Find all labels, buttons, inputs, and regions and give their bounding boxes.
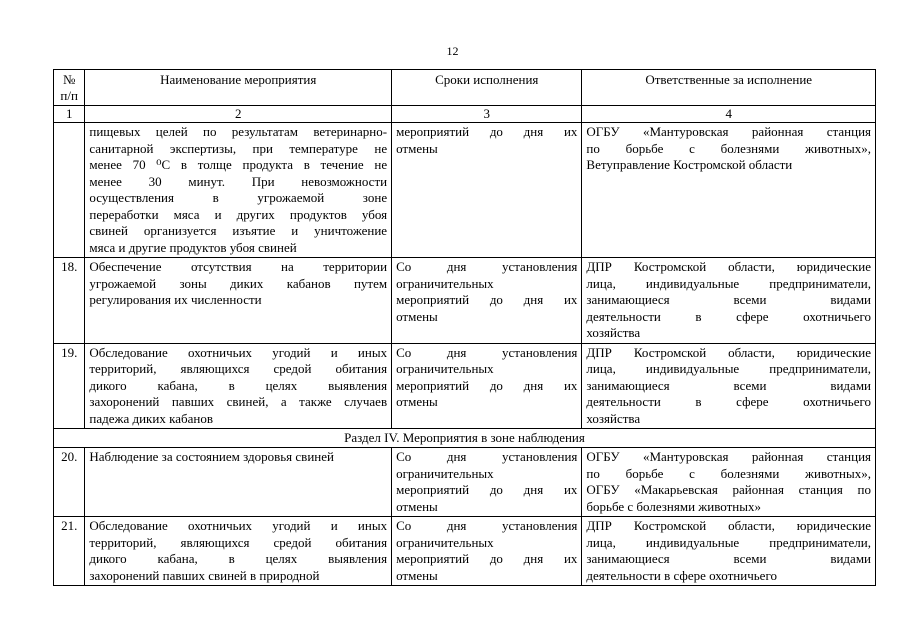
cell-line: ОГБУ «Мантуровская районная станция	[586, 449, 871, 464]
cell-line: менее 30 минут. При невозможности	[89, 173, 388, 189]
cell-line: Со дня установления	[396, 344, 578, 360]
row-number: 21.	[54, 517, 85, 586]
cell-line: хозяйства	[586, 410, 641, 426]
cell-line: лица, индивидуальные предприниматели,	[586, 534, 871, 550]
cell-line: отмены	[396, 140, 438, 156]
cell-line: санитарной экспертизы, при температуре не	[89, 140, 388, 156]
cell-line: захоронений павших свиней, а также случаев	[89, 394, 388, 409]
header-number	[54, 70, 85, 106]
cell-line: захоронений павших свиней в природной	[89, 567, 320, 583]
cell-line: ДПР Костромской области, юридические	[586, 518, 871, 533]
page-number: 12	[446, 44, 459, 58]
column-number: 3	[392, 106, 582, 123]
cell-line: Наблюдение за состоянием здоровья свиней	[89, 449, 334, 464]
cell-line: Со дня установления	[396, 259, 578, 274]
responsible-cell	[582, 258, 876, 344]
cell-line: территорий, являющихся средой обитания	[89, 361, 388, 376]
header-responsible: Ответственные за исполнение	[582, 70, 876, 106]
column-numbers-row	[54, 106, 876, 123]
cell-line: ограничительных	[396, 534, 494, 550]
measures-table	[53, 69, 876, 586]
header-measure-name: Наименование мероприятия	[85, 70, 392, 106]
cell-line: угрожаемой зоны диких кабанов путем	[89, 275, 388, 291]
cell-line: регулирования их численности	[89, 292, 262, 307]
row-number: 19.	[54, 343, 85, 429]
cell-line: переработки мяса и других продуктов убоя	[89, 206, 388, 222]
header-deadline: Сроки исполнения	[392, 70, 582, 106]
cell-line: Обеспечение отсутствия на территории	[89, 259, 388, 274]
measure-name-cell	[85, 343, 392, 429]
measure-name-cell	[85, 258, 392, 344]
cell-line: мяса и другие продуктов убоя свиней	[89, 239, 297, 255]
section-title: Раздел IV. Мероприятия в зоне наблюдения	[54, 429, 876, 448]
cell-line: хозяйства	[586, 325, 641, 340]
cell-line: Обследование охотничьих угодий и иных	[89, 518, 388, 533]
deadline-cell	[392, 258, 582, 344]
cell-line: мероприятий до дня их	[396, 124, 578, 139]
responsible-cell	[582, 123, 876, 258]
cell-line: дикого кабана, в целях выявления	[89, 551, 388, 566]
section-row	[54, 429, 876, 448]
deadline-cell	[392, 448, 582, 517]
table-row	[54, 517, 876, 586]
header-number-abbr: п/п	[60, 88, 78, 103]
cell-line: лица, индивидуальные предприниматели,	[586, 275, 871, 291]
cell-line: пищевых целей по результатам ветеринарно-	[89, 124, 388, 139]
row-number: 20.	[54, 448, 85, 517]
cell-line: дикого кабана, в целях выявления	[89, 377, 388, 393]
deadline-cell	[392, 343, 582, 429]
measure-name-cell	[85, 123, 392, 258]
cell-line: ДПР Костромской области, юридические	[586, 259, 871, 274]
responsible-cell	[582, 448, 876, 517]
cell-line: занимающиеся всеми видами	[586, 292, 871, 307]
cell-line: отмены	[396, 308, 438, 324]
responsible-cell	[582, 517, 876, 586]
deadline-cell	[392, 517, 582, 586]
table-row	[54, 123, 876, 258]
cell-line: деятельности в сфере охотничьего	[586, 308, 871, 324]
cell-line: борьбе с болезнями животных»	[586, 498, 761, 514]
table-header-row	[54, 70, 876, 106]
measure-name-cell	[85, 517, 392, 586]
cell-line: по борьбе с болезнями животных»,	[586, 140, 871, 156]
table-row	[54, 258, 876, 344]
column-number: 2	[85, 106, 392, 123]
cell-line: падежа диких кабанов	[89, 410, 213, 426]
deadline-cell	[392, 123, 582, 258]
cell-line: Со дня установления	[396, 518, 578, 533]
cell-line: по борьбе с болезнями животных»,	[586, 465, 871, 481]
cell-line: Со дня установления	[396, 449, 578, 464]
table-row	[54, 343, 876, 429]
table-row	[54, 448, 876, 517]
table-body	[54, 70, 876, 586]
cell-line: мероприятий до дня их	[396, 377, 578, 393]
cell-line: мероприятий до дня их	[396, 292, 578, 307]
cell-line: территорий, являющихся средой обитания	[89, 534, 388, 550]
cell-line: осуществления в угрожаемой зоне	[89, 190, 388, 205]
cell-line: отмены	[396, 567, 438, 583]
cell-line: ОГБУ «Мантуровская районная станция	[586, 124, 871, 139]
row-number: 18.	[54, 258, 85, 344]
cell-line: ОГБУ «Макарьевская районная станция по	[586, 482, 871, 497]
cell-line: занимающиеся всеми видами	[586, 551, 871, 566]
cell-line: ДПР Костромской области, юридические	[586, 344, 871, 360]
cell-line: отмены	[396, 498, 438, 514]
cell-line: занимающиеся всеми видами	[586, 377, 871, 393]
column-number: 4	[582, 106, 876, 123]
cell-line: менее 70 ⁰С в толще продукта в течение не	[89, 157, 388, 172]
column-number: 1	[54, 106, 85, 123]
cell-line: мероприятий до дня их	[396, 551, 578, 566]
measure-name-cell	[85, 448, 392, 517]
cell-line: ограничительных	[396, 465, 494, 481]
cell-line: мероприятий до дня их	[396, 482, 578, 497]
cell-line: деятельности в сфере охотничьего	[586, 394, 871, 409]
cell-line: отмены	[396, 394, 438, 409]
cell-line: Ветуправление Костромской области	[586, 157, 793, 172]
header-number-sign: №	[62, 72, 76, 87]
responsible-cell	[582, 343, 876, 429]
cell-line: Обследование охотничьих угодий и иных	[89, 344, 388, 360]
cell-line: ограничительных	[396, 361, 494, 376]
cell-line: ограничительных	[396, 275, 494, 291]
cell-line: лица, индивидуальные предприниматели,	[586, 361, 871, 376]
row-number	[54, 123, 85, 258]
cell-line: свиней организуется изъятие и уничтожение	[89, 223, 388, 238]
cell-line: деятельности в сфере охотничьего	[586, 567, 777, 583]
